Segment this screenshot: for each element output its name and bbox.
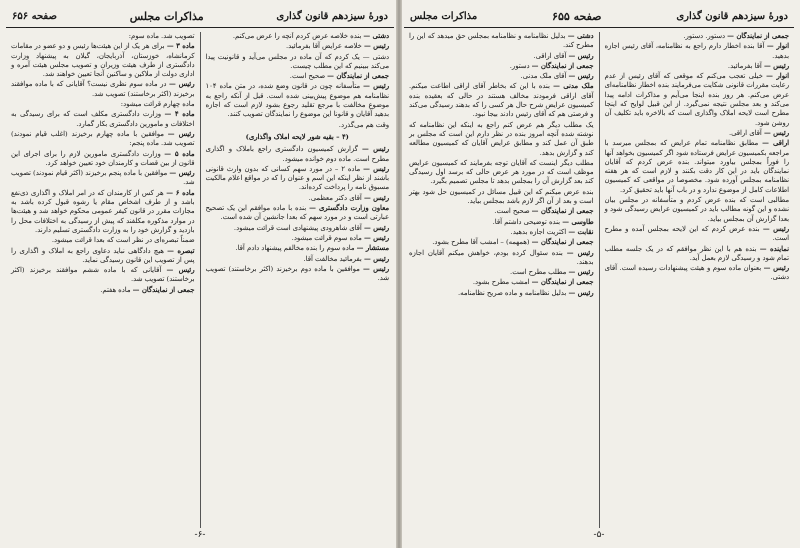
transcript-paragraph [11,189,195,235]
transcript-paragraph [409,228,594,237]
right-page [404,6,794,542]
transcript-paragraph [409,268,594,277]
transcript-paragraph [409,218,594,227]
speaker-name: جمعی از نمایندگان — [531,278,594,287]
speech-text: ماده سوم را بنده مخالفم پیشنهاد دادم آقا. [235,244,355,253]
speaker-name: رئیس — [169,169,195,178]
transcript-paragraph [206,204,390,223]
transcript-paragraph [206,72,390,81]
transcript-paragraph [409,52,594,61]
speech-text: متأسفانه چون در قانون وضع شده، در متن ماده ۱۰۴ نظامنامه هم موضوع پیش‌بینی شده است. قبل از آنکه راجع به موضوع مخالفت با مرجع تقلید رجوع بشود لازم است که اجازه بدهید آقایان و قانونا این موضوع را نمایندگان تصویب کنند. [205,82,389,119]
left-header-page-number: صفحه ۶۵۶ [12,11,57,22]
speech-text: موافقین با ماده پنجم برخیزند (اکثر قیام نمودند) تصویب شد. [11,169,195,187]
speech-text: صحیح است. [494,207,530,216]
left-page [6,6,394,542]
speech-text: تصویب شد. ماده سوم: [128,32,195,40]
speaker-name: رئیس — [763,264,789,273]
transcript-paragraph [409,82,594,119]
transcript-paragraph [206,121,390,130]
speech-text: یک مطلب دیگر هم عرض کنم راجع به اینکه این نظامنامه که نوشته شده آنچه امروز بنده در نظر دارم این است که مجلس بر طبق آن عمل کند و مطابق عرایض آقایان که کمیسیون مطالعه کند و گزارش بدهد. [409,120,594,157]
speech-text: موافقین با ماده دوم برخیزند (اکثر برخاستند) تصویب شد. [205,264,389,283]
speaker-name: رئیس — [167,129,195,138]
right-page-left-column [404,32,600,528]
transcript-paragraph [605,32,790,41]
speech-text: ماده هفتم. [100,285,131,294]
speech-text: مطلب مطرح است. [510,268,567,277]
right-page-right-column [600,32,795,528]
left-page-left-column [6,32,201,528]
speaker-name: رئیس — [566,248,594,257]
speaker-name: رئیس — [568,72,594,81]
transcript-paragraph [409,289,594,298]
speaker-name: رئیس — [362,145,389,154]
left-header-title: مذاکرات مجلس [129,10,204,23]
speech-text: مطالبی است که بنده عرض کردم و متأسفانه در مجلس بیان نشده و این گونه مطالب باید در کمیسیون عرایض رسیدگی شود و بعدا گزارش آن بمجلس بیاید. [604,196,789,223]
transcript-paragraph [605,42,790,61]
speech-text: بنده هم با این نظر موافقم که در یک جلسه مطلب تمام شود و رسیدگی لازم بعمل آید. [604,244,789,262]
right-page-marker: -۵- [593,530,605,540]
transcript-paragraph [11,286,195,295]
speech-text: آقای اراقی. [533,51,567,60]
left-page-marker: -۶- [194,530,206,540]
speaker-name: انوار — [766,42,789,51]
speech-text: برای هر یک از این هیئت‌ها رئیس و دو عضو در مقامات کرمانشاه، خوزستان، آذربایجان، گیلان به پیشنهاد وزارت دادگستری از طرف هیئت وزیران و تصویب مجلس هیئت آمره و اداری دولت از ملاکین و ساکنین آنجا تعیین خواهند شد. [11,42,195,79]
section-heading: (۴ – بقیه شور لایحه املاک واگذاری) [245,132,349,141]
speaker-name: دشتی — [363,32,389,40]
speech-text: بنده عرض میکنم که این قبیل مسائل در کمیسیون حل شود بهتر است و بعد از آن اگر لازم باشد بمجلس بیاید. [409,187,594,206]
transcript-paragraph [409,72,594,81]
speech-text: دستور. دستور. [683,32,725,40]
speech-text: در ماده سوم نظری نیست؟ آقایانی که با ماده موافقند برخیزند (اکثر برخاستند) تصویب شد. [11,80,195,98]
speaker-name: رئیس — [363,193,389,202]
transcript-paragraph [605,62,790,71]
speech-text: آقا بفرمائید. [727,61,762,70]
speaker-name: رئیس — [363,164,389,173]
speech-text: آقای ملک مدنی. [520,72,567,81]
speaker-name: دشتی — [567,32,594,40]
transcript-paragraph [11,169,195,188]
left-page-columns [6,32,394,528]
transcript-paragraph [11,247,195,266]
speech-text: اکثریت اجازه بدهید. [510,227,567,236]
speech-text: بعنوان ماده سوم و هیئت پیشنهادات رسیده است. آقای دشتی. [604,264,789,282]
speech-text: آقای شاهرودی پیشنهادی است قرائت میشود. [233,223,362,232]
transcript-paragraph [605,264,790,283]
speaker-name: رئیس — [568,288,594,297]
speech-text: خیلی تعجب می‌کنم که موقعی که آقای رئیس از عدم رعایت مقررات قانونی شکایت می‌فرمایند بنده اخطار نظامنامه‌ای عرض می‌کنم. هر روز بنده اینجا می‌آیم و مذاکرات ادامه پیدا می‌کند و بعد مجلس نتیجه نمی‌گیرد. از این قبیل لوایح که اینجا مطرح است لایحه املاک واگذاری است که بالاخره باید تکلیف آن روشن شود. [604,72,789,127]
transcript-paragraph [409,159,594,187]
transcript-paragraph [409,207,594,216]
speaker-name: رئیس — [363,82,389,91]
speech-text: آقا بنده اخطار دارم راجع به نظامنامه، آقای رئیس اجازه بدهید. [604,42,789,60]
speech-text: ماده ۲ – در مورد سهم کسانی که بدون وارث قانونی باشند از نظر اینکه این اسم و عنوان را که در مواقع اعلام مالکیت مسبوق نامه را پرداخت کرده‌اند. [205,164,389,192]
speaker-name: رئیس — [762,224,789,233]
transcript-paragraph [206,265,390,284]
speech-text: گزارش کمیسیون دادگستری راجع باملاک و اگذاری مطرح است. ماده دوم خوانده میشود. [205,145,389,163]
transcript-paragraph [11,236,195,245]
transcript-paragraph [605,139,790,195]
transcript-paragraph [409,121,594,158]
transcript-paragraph [409,249,594,268]
speech-text: ضمناً تبصره‌ای در نظر است که بعدا قرائت میشود. [51,236,195,245]
speech-text: ماده چهارم قرائت میشود: [120,100,195,109]
speaker-name: تبصره — [167,246,195,255]
speech-text: آقایانی که با ماده ششم موافقند برخیزند (اکثر برخاستند) تصویب شد. [11,266,195,284]
speech-text: دشتی — یک کردم که آن ماده در مجلس می‌آید و قانونیت پیدا می‌کند ببینیم که این مطلب چیست. [205,52,389,70]
speech-text: دستور. [509,61,530,70]
transcript-paragraph [206,234,390,243]
speaker-name: رئیس — [363,223,389,232]
speaker-name: رئیس — [763,128,789,137]
speaker-name: ماده ۳ — [166,42,195,51]
transcript-paragraph [11,150,195,169]
speaker-name: نماینده — [759,244,789,253]
transcript-paragraph [605,129,790,138]
transcript-paragraph [206,53,390,72]
speaker-name: اراقی — [762,139,789,148]
transcript-paragraph [206,32,390,41]
speaker-name: ماده ۴ — [164,110,195,119]
transcript-paragraph [409,62,594,71]
speaker-name: رئیس — [166,266,195,275]
transcript-paragraph [206,145,390,164]
transcript-paragraph [11,100,195,109]
transcript-paragraph [11,80,195,99]
right-page-columns [404,32,794,528]
speech-text: بنده توضیحی داشتم آقا. [492,217,561,226]
transcript-paragraph [206,165,390,193]
speaker-name: نقابت — [568,227,594,236]
transcript-paragraph [11,130,195,149]
speech-text: بنده سئوال کرده بودم، خواهش میکنم آقایان اجازه بدهند. [409,248,594,266]
transcript-paragraph [11,42,195,79]
speech-text: (همهمه) – امشب آقا مطرح بشود. [432,238,530,247]
speech-text: بنده خلاصه عرض کردم آنچه را عرض می‌کنم. [232,32,362,40]
transcript-paragraph [11,110,195,129]
speech-text: بدلیل نظامنامه و ماده صریح نظامنامه. [458,288,567,297]
speech-text: بنده با این که بخاطر آقای اراقی اطاعت میکنم. آقای اراقی فرمودند مخالف هستند در حالی که بعقیده بنده کمیسیون عرایض شرح حال هر کسی را که بدهند رسیدگی می‌کند و فرصتی هم که آقای رئیس دادند بیجا نبود. [409,82,594,119]
speech-text: امشب مطرح بشود. [472,278,530,287]
transcript-paragraph [11,32,195,41]
transcript-paragraph [409,32,594,51]
speaker-name: جمعی از نمایندگان — [727,32,789,40]
speaker-name: ملک مدنی — [553,82,594,91]
transcript-paragraph [206,255,390,264]
transcript-paragraph [605,225,790,244]
speaker-name: جمعی از نمایندگان — [132,285,195,294]
speaker-name: جمعی از نمایندگان — [531,238,594,247]
speaker-name: رئیس — [363,233,389,242]
transcript-paragraph [605,245,790,264]
speech-text: ماده سوم قرائت میشود. [291,233,362,242]
speech-text: وزارت دادگستری مکلف است که برای رسیدگی به اختلافات و مامورین دادگستری بکار گمارد. [11,110,195,128]
right-page-header [404,6,794,28]
book-gutter [396,0,402,548]
speaker-name: جمعی از نمایندگان — [531,207,594,216]
transcript-paragraph [206,224,390,233]
speaker-name: طاوسی — [562,217,594,226]
speaker-name: رئیس — [568,268,594,277]
speech-text: خلاصه عرایض آقا بفرمائید. [286,42,362,51]
speaker-name: مستشار — [356,244,389,253]
speaker-name: ماده ۵ — [164,149,195,158]
speech-text: بنده با ماده موافقم این یک تصحیح عبارتی است و در مورد سهم که بعدا جانشین آن شده است. [205,204,389,222]
left-page-right-column [201,32,395,528]
transcript-paragraph [11,266,195,285]
speech-text: بفرمائید مخالفت آقا. [303,254,362,263]
speech-text: بنده عرض کردم که این لایحه بمجلس آمده و مطرح است. [604,224,789,243]
speech-text: وقت هم می‌گذرد. [338,120,389,129]
left-page-header [6,6,394,28]
transcript-paragraph [409,278,594,287]
right-header-page-number: صفحه ۶۵۵ [552,10,602,23]
right-header-session: دورهٔ سیزدهم قانون گذاری [676,11,788,22]
speaker-name: جمعی از نمایندگان — [327,72,389,81]
speech-text: هیچ دادگاهی نباید دعاوی راجع به املاک و اگذاری را پس از تصویب این قانون رسیدگی نماید. [11,246,195,264]
speaker-name: ماده ۶ — [166,188,195,197]
speaker-name: رئیس — [169,80,195,89]
speech-text: صحیح است. [289,72,325,81]
transcript-paragraph [409,188,594,207]
speech-text: آقای اراقی. [728,128,762,137]
right-header-title: مذاکرات مجلس [410,11,478,22]
speech-text: هر کس از کارمندان که در امر املاک و اگذاری ذی‌نفع باشد و از طرف اشخاص مقام یا رشوه قبول کرده باشد به مجازات مقرر در قانون کیفر عمومی محکوم خواهد شد و هیئت‌ها در موارد مذکوره مکلفند که پیش از رسیدگی به اختلافات محل را بازدید و گزارش خود را به وزارت دادگستری تسلیم دارند. [11,188,195,234]
transcript-paragraph [605,196,790,224]
transcript-paragraph [409,238,594,247]
speaker-name: رئیس — [763,61,789,70]
transcript-paragraph [206,82,390,119]
speech-text: آقای دکتر معظمی. [308,193,362,202]
speech-text: بدلیل نظامنامه و نظامنامه بمجلس حق میدهد که این را مطرح کند. [409,32,594,50]
speech-text: موافقین با ماده چهارم برخیزند (اغلب قیام نمودند) تصویب شد. ماده پنجم: [11,129,195,148]
speaker-name: جمعی از نمایندگان — [531,61,594,70]
speaker-name: رئیس — [363,42,389,51]
transcript-paragraph [206,42,390,51]
speech-text: وزارت دادگستری مامورین لازم را برای اجرای این قانون از بین قضات و کارمندان خود تعیین خواهد کرد. [11,149,195,167]
speech-text: مطلب دیگر اینست که آقایان توجه بفرمایند که کمیسیون عرایض موظف است که در مورد هر عرض حالی که برسد اول رسیدگی کند بعد گزارش آن را بمجلس بدهد تا مجلس تصمیم بگیرد. [409,158,594,186]
speaker-name: انوار — [766,72,789,81]
transcript-paragraph [605,72,790,128]
speaker-name: رئیس — [362,264,389,273]
left-header-session: دورهٔ سیزدهم قانون گذاری [276,11,388,22]
transcript-paragraph [206,194,390,203]
speaker-name: رئیس — [568,51,594,60]
speech-text: مطابق نظامنامه تمام عرایض که بمجلس میرسد با مراجعه بکمیسیون عرایض فرستاده شود اگر کمیسیون بخواهد آنها را فوراً بمجلس بیاورد میتواند. بنده عرض کردم که آقایان نمایندگان باید در این کار دقت بکنند و لازم است که هر هفته نظامنامه بمجلس آورده شود. مخصوصا در مواقعی که کمیسیون اطلاعات کامل از موضوع ندارد و در باب آنها باید تحقیق کرد. [604,139,789,194]
transcript-paragraph [206,244,390,253]
speaker-name: رئیس — [363,254,389,263]
speaker-name: معاون وزارت دادگستری — [309,204,389,213]
